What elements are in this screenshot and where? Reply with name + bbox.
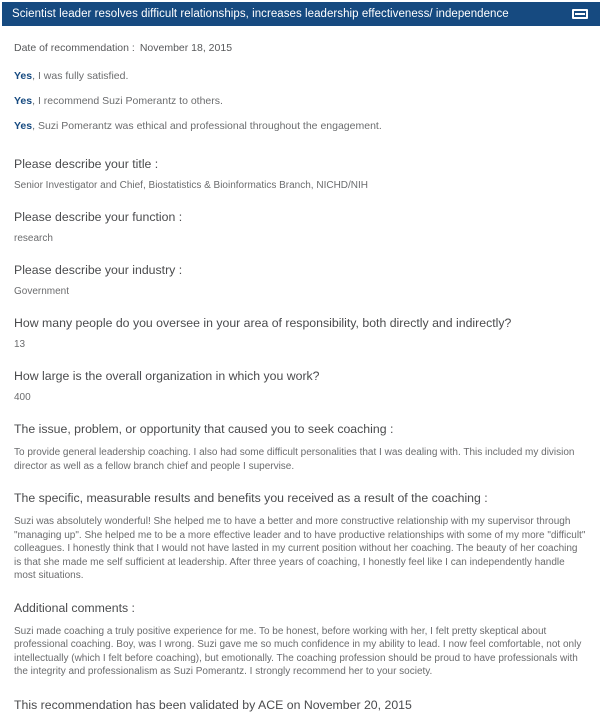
answer-text: Suzi made coaching a truly positive experience for me. To be honest, before working with her, I felt pretty skeptical about professional coaching. Boy, was I wrong. Suzi gave me so much confidence in my ability to lead. I now feel comfortable, not only intellectually (which I felt before coaching), but emotionally. The coaching profession should be proud to have professionals with the integrity and professionalism as Suzi Pomerantz. I strongly recommend her to your society. bbox=[14, 625, 582, 677]
answer-text: 13 bbox=[14, 339, 26, 350]
question-label: Please describe your function : bbox=[14, 210, 183, 224]
question-label: The specific, measurable results and benefits you received as a result of the coaching : bbox=[14, 491, 488, 505]
confirmation-keyword: Yes bbox=[14, 95, 33, 107]
confirmation-text: , I recommend Suzi Pomerantz to others. bbox=[32, 95, 223, 107]
question-label: The issue, problem, or opportunity that caused you to seek coaching : bbox=[14, 422, 394, 436]
confirmation-line bbox=[14, 119, 586, 133]
question-label: Additional comments : bbox=[14, 600, 135, 615]
answer-text: Government bbox=[14, 286, 70, 297]
confirmation-keyword: Yes bbox=[14, 120, 33, 132]
panel-title: Scientist leader resolves difficult relationships, increases leadership effectiveness/ independence bbox=[12, 8, 509, 20]
confirmation-keyword: Yes bbox=[14, 70, 33, 82]
answer-text: Suzi was absolutely wonderful! She helped me to have a better and more constructive relationship with my supervisor through "managing up". She helped me to be a more effective leader and to have productive relationships with some of my more "difficult" colleagues. I honestly think that I would not have lasted in my current position without her coaching. The beauty of her coaching is that she made me self sufficient at leadership. After three years of coaching, I honestly feel like I can independently handle most situations. bbox=[14, 516, 586, 581]
qa-block bbox=[14, 156, 586, 679]
date-value: November 18, 2015 bbox=[139, 42, 233, 54]
answer-text: research bbox=[14, 233, 53, 244]
answer-text: To provide general leadership coaching. I also had some difficult personalities that I was dealing with. This included my division director as well as a fellow branch chief and people I supervise. bbox=[14, 447, 575, 472]
confirmation-text: , Suzi Pomerantz was ethical and professional throughout the engagement. bbox=[32, 120, 382, 132]
date-label: Date of recommendation : bbox=[14, 42, 135, 54]
question-label: Please describe your industry : bbox=[14, 263, 183, 277]
answer-text: 400 bbox=[14, 392, 31, 403]
question-label: How large is the overall organization in which you work? bbox=[14, 369, 320, 383]
panel-body bbox=[0, 26, 600, 712]
date-of-recommendation bbox=[14, 41, 586, 55]
confirmation-line bbox=[14, 94, 586, 108]
panel-header bbox=[2, 2, 600, 26]
question-label: How many people do you oversee in your area of responsibility, both directly and indirectly? bbox=[14, 316, 512, 330]
confirmation-text: , I was fully satisfied. bbox=[32, 70, 129, 82]
minus-icon[interactable] bbox=[572, 9, 588, 19]
validation-statement: This recommendation has been validated by ACE on November 20, 2015 bbox=[14, 697, 412, 712]
question-label: Please describe your title : bbox=[14, 157, 159, 171]
answer-text: Senior Investigator and Chief, Biostatistics & Bioinformatics Branch, NICHD/NIH bbox=[14, 180, 369, 191]
confirmation-line bbox=[14, 69, 586, 83]
